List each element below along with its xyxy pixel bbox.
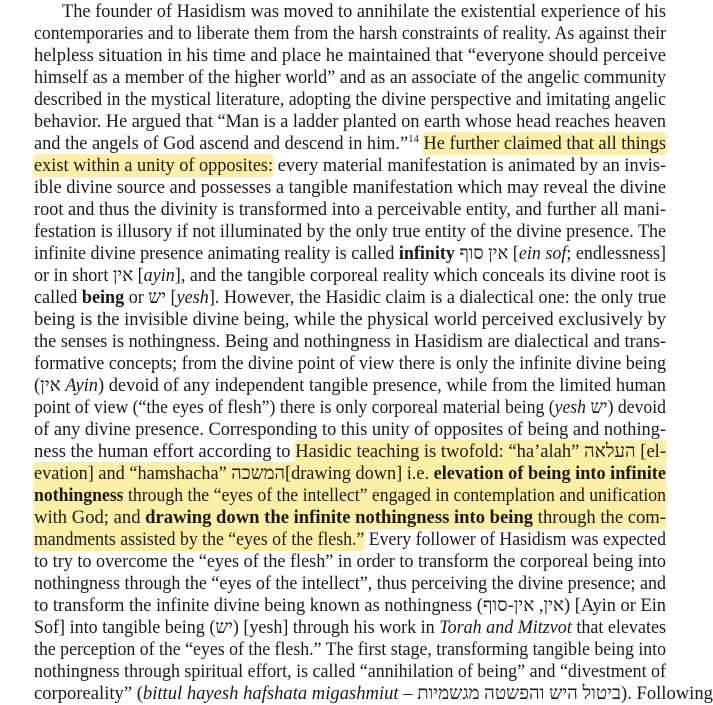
highlighted-text: Hasidic teaching is twofold: “ha’alah” (295, 441, 585, 462)
highlighted-text: mandments assisted by the “eyes of the flesh.” (34, 529, 365, 550)
text-segment: The founder of Hasidism was moved to annihilate the existential experience of his (62, 1, 666, 22)
line-content (34, 638, 666, 661)
text-segment: being (81, 287, 125, 308)
text-segment: ) devoid of any independent tangible presence, while from the limited human (98, 375, 667, 396)
text-segment: contemporaries and to liberate them from the harsh constraints of reality. As against their (34, 23, 666, 44)
highlighted-text: through the com- (533, 507, 667, 528)
text-line (34, 154, 666, 177)
highlighted-text: [drawing down] i.e. (284, 463, 434, 484)
text-segment: corporeality” ( (34, 683, 143, 704)
text-segment: nothingness through spiritual effort, is called “annihilation of being” and “divestment of (34, 661, 666, 682)
line-content (62, 0, 666, 23)
text-segment: – (398, 683, 418, 704)
text-segment: Every follower of Hasidism was expected (364, 529, 666, 550)
hebrew-text: אין סוף (459, 243, 509, 264)
text-segment: nothingness through the “eyes of the intellect”, thus perceiving the divine presence; and (34, 573, 666, 594)
text-line (34, 682, 713, 705)
text-segment: ) [Ayin or Ein (564, 595, 666, 616)
text-segment: to try to overcome the “eyes of the flesh” in order to transform the corporeal being into (34, 551, 666, 572)
text-segment: described in the mystical literature, adopting the divine perspective and imitating angelic (34, 89, 666, 110)
line-content (34, 66, 666, 89)
text-segment: ness the human effort according to (34, 441, 296, 462)
line-content (34, 110, 666, 133)
text-segment: [ (508, 243, 519, 264)
text-line (34, 110, 666, 133)
hebrew-text: ביטול היש והפשטה מגשמיות (417, 683, 621, 704)
line-content (34, 220, 666, 243)
highlighted-text: He further claimed that all things (423, 133, 666, 154)
text-line (34, 462, 666, 485)
text-line (34, 396, 666, 419)
text-segment: called (34, 287, 82, 308)
text-segment: Sof] into tangible being ( (34, 617, 216, 638)
text-segment: being is the invisible divine being, while the physical world perceived exclusively by (34, 309, 666, 330)
highlighted-text: through the “eyes of the intellect” engaged in contemplation and unification (123, 485, 666, 506)
text-segment: the perception of the “eyes of the flesh.” The first stage, transforming tangible being into (34, 639, 666, 660)
line-content (34, 242, 666, 265)
text-line (34, 506, 666, 529)
line-content (34, 330, 666, 353)
text-segment: ) devoid (607, 397, 666, 418)
text-line (34, 440, 666, 463)
text-segment: 14 (408, 133, 419, 145)
text-line (34, 572, 666, 595)
highlighted-text: exist within a unity of opposites: (34, 155, 274, 176)
text-segment: or (124, 287, 149, 308)
highlighted-text: המשכה (231, 463, 285, 484)
line-content (34, 528, 666, 551)
text-line (34, 44, 666, 67)
text-segment: ( (34, 375, 41, 396)
text-line (34, 132, 666, 155)
text-segment: bittul hayesh hafshata migashmiut (142, 683, 399, 704)
line-content (34, 660, 666, 683)
line-content (34, 264, 666, 287)
text-line (62, 0, 666, 23)
highlighted-text: [el- (635, 441, 666, 462)
text-segment: and the angels of God ascend and descend in him.” (34, 133, 409, 154)
hebrew-text: יש (215, 617, 233, 638)
text-segment: of any divine presence. Corresponding to this unity of opposites of being and nothing- (34, 419, 666, 440)
text-segment: ible divine source and possesses a tangible manifestation which may reveal the divine (34, 177, 666, 198)
text-segment: [ (133, 265, 144, 286)
text-segment: the senses is nothingness. Being and nothingness in Hasidism are dialectical and trans- (34, 331, 666, 352)
text-segment: ) [yesh] through his work in (232, 617, 440, 638)
text-segment: ]. However, the Hasidic claim is a dialectical one: the only true (208, 287, 666, 308)
text-line (34, 176, 666, 199)
highlighted-text: with God; and (34, 507, 146, 528)
text-segment: root and thus the divinity is transformed into a perceivable entity, and further all mani- (34, 199, 666, 220)
line-content (34, 550, 666, 573)
hebrew-text: יש (590, 397, 608, 418)
text-line (34, 220, 666, 243)
text-line (34, 308, 666, 331)
text-line (34, 528, 666, 551)
text-segment: ], and the tangible corporeal reality which conceals its divine root is (174, 265, 666, 286)
line-content (34, 462, 666, 485)
hebrew-text: יש (148, 287, 167, 308)
text-segment: to transform the infinite divine being known as nothingness ( (34, 595, 483, 616)
text-segment: yesh (554, 397, 587, 418)
text-line (34, 198, 666, 221)
text-segment: himself as a member of the higher world” and as an associate of the angelic community (34, 67, 666, 88)
text-line (34, 418, 666, 441)
highlighted-text: evation] and “hamshacha” (34, 463, 232, 484)
line-content (34, 396, 666, 419)
line-content (34, 374, 666, 397)
text-segment: that elevates (571, 617, 666, 638)
text-line (34, 594, 666, 617)
text-line (34, 550, 666, 573)
text-line (34, 616, 666, 639)
text-segment: ). Following (621, 683, 713, 704)
text-segment: [ (166, 287, 177, 308)
text-segment: ; endlessness] (566, 243, 666, 264)
text-segment: infinity (398, 243, 455, 264)
line-content (34, 308, 666, 331)
text-segment: every material manifestation is animated by an invis- (273, 155, 666, 176)
text-line (34, 66, 666, 89)
line-content (34, 132, 666, 155)
text-segment: behavior. He argued that “Man is a ladder planted on earth whose head reaches heaven (34, 111, 666, 132)
text-line (34, 484, 666, 507)
highlighted-text: elevation of being into infinite (433, 463, 666, 484)
highlighted-text: העלאה (584, 441, 636, 462)
hebrew-text: אין (40, 375, 61, 396)
text-line (34, 638, 666, 661)
text-segment: formative concepts; from the divine point of view there is only the infinite divine being (34, 353, 666, 374)
highlighted-text: drawing down the infinite nothingness into being (145, 507, 534, 528)
text-line (34, 22, 666, 45)
text-line (34, 374, 666, 397)
line-content (34, 44, 666, 67)
text-line (34, 286, 666, 309)
highlighted-text: nothingness (34, 485, 124, 506)
line-content (34, 616, 666, 639)
text-segment: helpless situation in his time and place he maintained that “everyone should perceive (34, 45, 666, 66)
line-content (34, 484, 666, 507)
line-content (34, 506, 666, 529)
text-line (34, 88, 666, 111)
text-line (34, 242, 666, 265)
line-content (34, 154, 666, 177)
text-segment: ein sof (518, 243, 567, 264)
text-segment: infinite divine presence animating reality is called (34, 243, 399, 264)
line-content (34, 176, 666, 199)
text-segment: yesh (176, 287, 209, 308)
text-segment: Ayin (65, 375, 99, 396)
line-content (34, 682, 713, 705)
text-segment: ayin (143, 265, 175, 286)
text-segment: festation is illusory if not illuminated by the only true entity of the divine presence. The (34, 221, 666, 242)
text-line (34, 264, 666, 287)
text-segment: Torah and Mitzvot (439, 617, 572, 638)
line-content (34, 198, 666, 221)
line-content (34, 22, 666, 45)
hebrew-text: אין (112, 265, 134, 286)
hebrew-text: אין, אין-סוף (482, 595, 565, 616)
text-line (34, 660, 666, 683)
line-content (34, 418, 666, 441)
line-content (34, 286, 666, 309)
text-segment: point of view (“the eyes of flesh”) there is only corporeal material being ( (34, 397, 555, 418)
line-content (34, 88, 666, 111)
line-content (34, 594, 666, 617)
text-line (34, 352, 666, 375)
line-content (34, 572, 666, 595)
text-segment: or in short (34, 265, 113, 286)
text-line (34, 330, 666, 353)
line-content (34, 440, 666, 463)
line-content (34, 352, 666, 375)
